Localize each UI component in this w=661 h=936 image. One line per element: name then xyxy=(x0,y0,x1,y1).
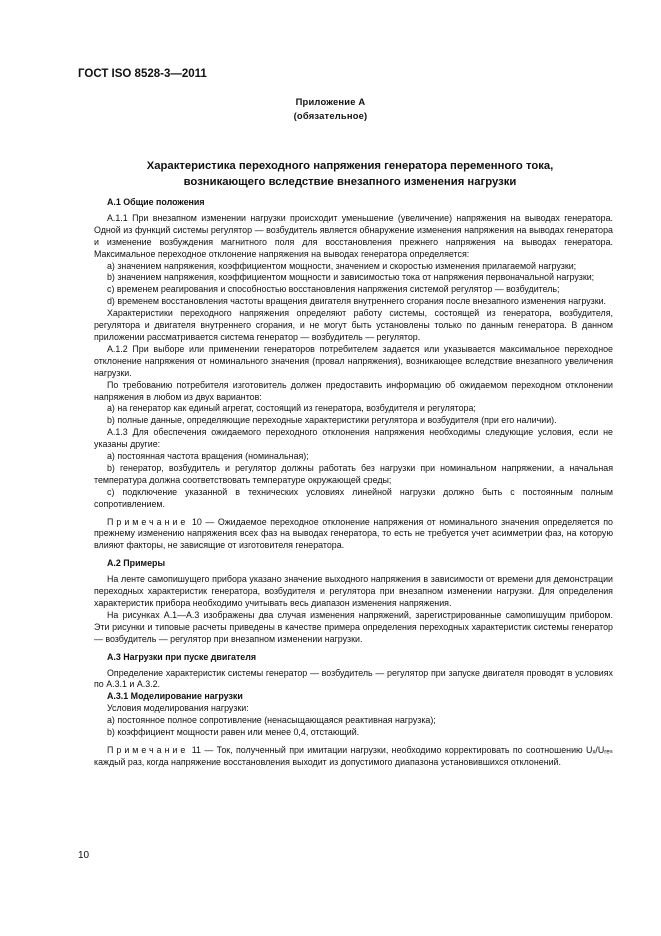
subsection-heading-a31: А.3.1 Моделирование нагрузки xyxy=(107,691,243,702)
list-item: с) временем реагирования и способностью восстановления напряжения системой регулятор — возбудитель; xyxy=(107,284,560,295)
note-text: 10 — Ожидаемое переходное отклонение напряжения от номинального значения определяется по прежнему изменению напряжения всех фаз на выводах генератора, то есть не требуется учет асимметрии фаз, на которую влияют факторы, не зависящие от изготовителя генератора. xyxy=(94,516,613,551)
document-title xyxy=(90,158,610,190)
paragraph: А.1.1 При внезапном изменении нагрузки происходит уменьшение (увеличение) напряжения на выводах генератора. Одной из функций системы регулятор — возбудитель является обнаружение изменения напряжения на выводах генератора и изменение возбуждения магнитного поля для восстановления прежнего напряжения на выводах генератора. Максимальное переходное отклонение напряжения на выводах генератора определяется: xyxy=(94,212,613,259)
note-text: 11 — Ток, полученный при имитации нагрузки, необходимо корректировать по соотношению Uₓ/Uᵣₑₛ каждый раз, когда напряжение восстановления выходит из допустимого диапазона установившихся отклонений. xyxy=(94,744,613,767)
section-heading-a3: А.3 Нагрузки при пуске двигателя xyxy=(107,651,257,662)
paragraph: На рисунках А.1—А.3 изображены два случая изменения напряжений, зарегистрированные самопишущим прибором. Эти рисунки и типовые расчеты приведены в качестве примера определения переходных характеристик системы генератор — возбудитель — регулятор при внезапном изменении нагрузки. xyxy=(94,609,613,644)
paragraph: Определение характеристик системы генератор — возбудитель — регулятор при запуске двигателя проводят в условиях по А.3.1 и А.3.2. xyxy=(94,667,613,690)
list-item: а) на генератор как единый агрегат, состоящий из генератора, возбудителя и регулятора; xyxy=(107,403,476,414)
document-body xyxy=(94,197,613,769)
list-item: b) генератор, возбудитель и регулятор должны работать без нагрузки при номинальном напряжении, а начальная температура должна соответствовать температуре окружающей среды; xyxy=(94,462,613,485)
list-item: а) значением напряжения, коэффициентом мощности, значением и скоростью изменения прилагаемой нагрузки; xyxy=(107,260,577,271)
title-line-1: Характеристика переходного напряжения генератора переменного тока, xyxy=(146,160,554,172)
paragraph: А.1.2 При выборе или применении генераторов потребителем задается или указывается максимальное переходное отклонение напряжения от номинального значения (провал напряжения), возникающее вследствие внезапного увеличения нагрузки. xyxy=(94,343,613,378)
title-line-2: возникающего вследствие внезапного изменения нагрузки xyxy=(183,176,517,188)
paragraph: Характеристики переходного напряжения определяют работу системы, состоящей из генератора, возбудителя, регулятора и двигателя внутреннего сгорания, и не могут быть установлены только по данным генератора. В данном приложении рассматривается система генератор — возбудитель — регулятор. xyxy=(94,308,613,342)
list-item: b) значением напряжения, коэффициентом мощности и зависимостью тока от напряжения первоначальной нагрузки; xyxy=(107,272,595,283)
standard-header: ГОСТ ISO 8528-3—2011 xyxy=(78,68,207,80)
section-heading-a2: А.2 Примеры xyxy=(107,558,166,569)
paragraph: На ленте самопишущего прибора указано значение выходного напряжения в зависимости от времени для демонстрации переходных характеристик генератора, возбудителя и регулятора при внезапном изменении нагрузки. Для определения характеристик прибора необходимо учитывать весь диапазон изменения напряжения. xyxy=(94,574,613,608)
paragraph: Условия моделирования нагрузки: xyxy=(107,703,249,714)
list-item: b) полные данные, определяющие переходные характеристики регулятора и возбудителя (при его наличии). xyxy=(107,415,557,426)
list-item: а) постоянное полное сопротивление (ненасыщающаяся реактивная нагрузка); xyxy=(107,715,436,726)
paragraph: По требованию потребителя изготовитель должен предоставить информацию об ожидаемом переходном отклонении напряжения в любом из двух вариантов: xyxy=(94,379,613,402)
note-paragraph xyxy=(94,745,613,769)
list-item: d) временем восстановления частоты вращения двигателя внутреннего сгорания после внезапного изменения нагрузки. xyxy=(107,296,607,307)
note-paragraph xyxy=(94,517,613,553)
list-item: а) постоянная частота вращения (номинальная); xyxy=(107,451,309,462)
section-heading-a1: А.1 Общие положения xyxy=(107,197,205,207)
note-label: Примечание xyxy=(107,516,189,527)
appendix-status: (обязательное) xyxy=(293,110,368,121)
note-label: Примечание xyxy=(107,744,189,755)
list-item: с) подключение указанной в технических условиях линейной нагрузки должно быть с постоянным полным сопротивлением. xyxy=(94,486,613,509)
appendix-title: Приложение А xyxy=(295,96,366,107)
list-item: b) коэффициент мощности равен или менее 0,4, отстающий. xyxy=(107,727,360,738)
paragraph: А.1.3 Для обеспечения ожидаемого переходного отклонения напряжения необходимы следующие условия, если не указаны другие: xyxy=(94,427,613,450)
page-number: 10 xyxy=(78,850,90,861)
